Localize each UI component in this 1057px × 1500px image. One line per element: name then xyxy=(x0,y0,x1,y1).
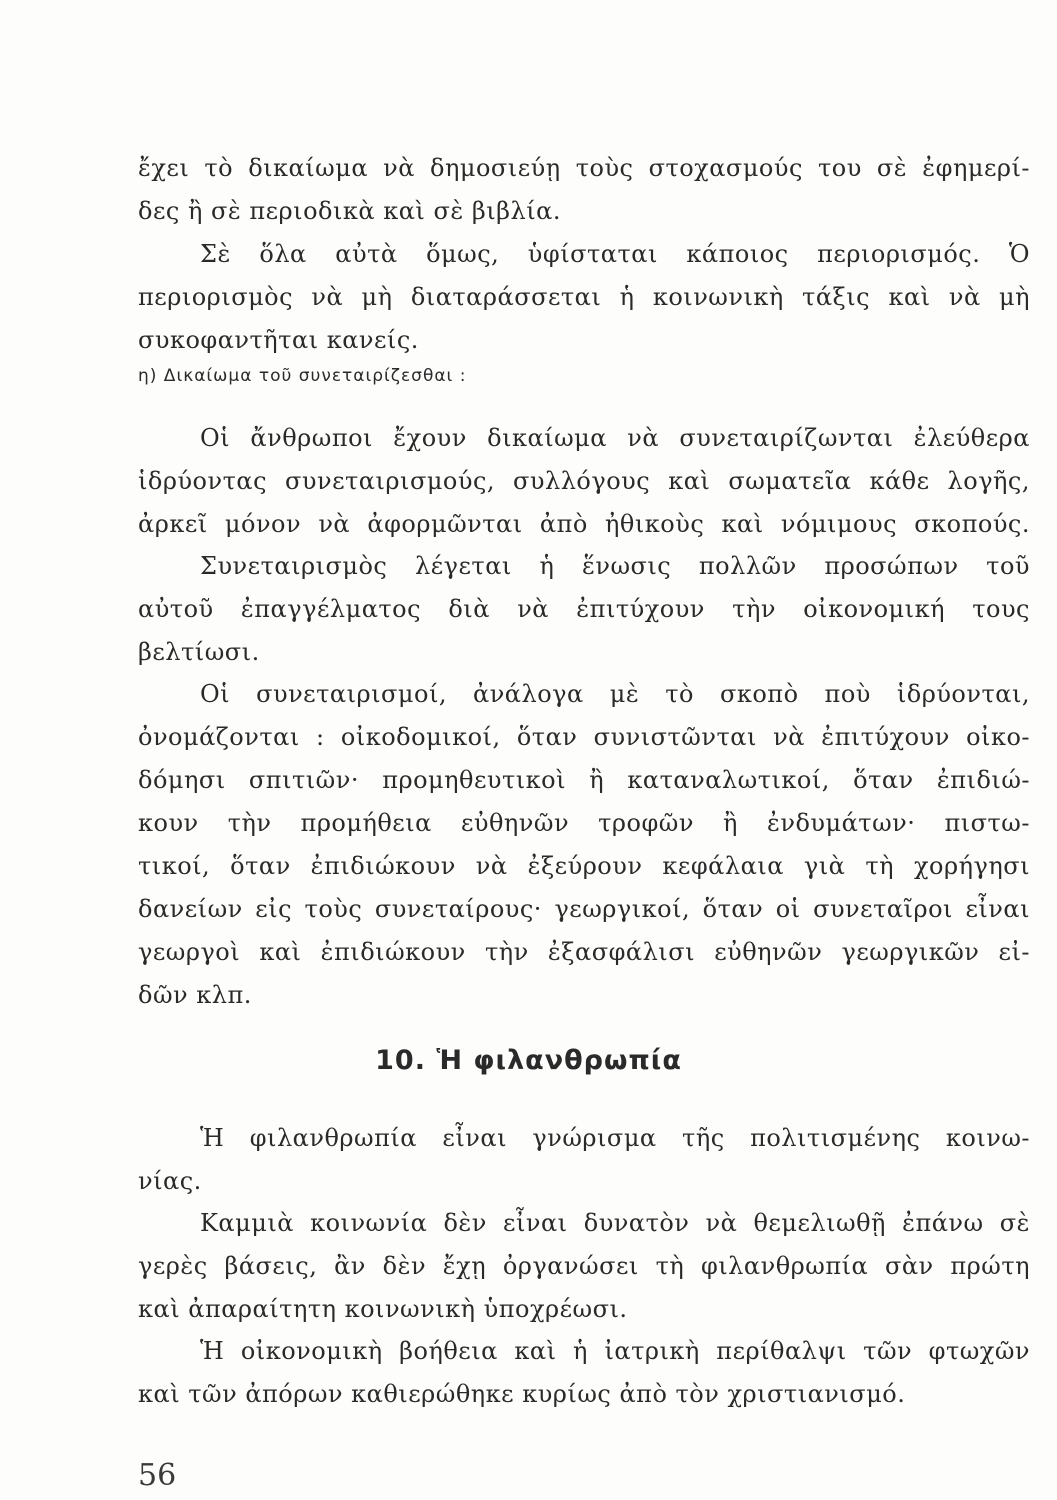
text-line: συκοφαντῆται κανείς. xyxy=(138,326,419,354)
text-line: ἱδρύοντας συνεταιρισμούς, συλλόγους καὶ σωματεῖα κάθε λογῆς, xyxy=(138,467,1030,495)
text-line: ἔχει τὸ δικαίωμα νὰ δημοσιεύῃ τοὺς στοχασμούς του σὲ ἐφημερί- xyxy=(138,154,1030,182)
text-line: καὶ τῶν ἀπόρων καθιερώθηκε κυρίως ἀπὸ τὸν χριστιανισμό. xyxy=(138,1380,906,1408)
text-line: δόμησι σπιτιῶν· προμηθευτικοὶ ἢ καταναλωτικοί, ὅταν ἐπιδιώ- xyxy=(138,766,1030,794)
text-line: γερὲς βάσεις, ἂν δὲν ἔχῃ ὀργανώσει τὴ φιλανθρωπία σὰν πρώτη xyxy=(138,1252,1030,1280)
text-line: γεωργοὶ καὶ ἐπιδιώκουν τὴν ἐξασφάλισι εὐθηνῶν γεωργικῶν εἰ- xyxy=(138,938,1030,966)
text-line: τικοί, ὅταν ἐπιδιώκουν νὰ ἐξεύρουν κεφάλαια γιὰ τὴ χορήγησι xyxy=(138,852,1030,880)
text-line: δῶν κλπ. xyxy=(138,981,252,1009)
text-line: Καμμιὰ κοινωνία δὲν εἶναι δυνατὸν νὰ θεμελιωθῇ ἐπάνω σὲ xyxy=(200,1209,1030,1237)
text-line: Ἡ φιλανθρωπία εἶναι γνώρισμα τῆς πολιτισμένης κοινω- xyxy=(200,1124,1030,1152)
text-line: δες ἢ σὲ περιοδικὰ καὶ σὲ βιβλία. xyxy=(138,197,561,225)
text-line: βελτίωσι. xyxy=(138,638,260,666)
text-line: κουν τὴν προμήθεια εὐθηνῶν τροφῶν ἢ ἐνδυμάτων· πιστω- xyxy=(138,809,1030,837)
text-line: νίας. xyxy=(138,1167,202,1195)
text-line: Οἱ συνεταιρισμοί, ἀνάλογα μὲ τὸ σκοπὸ ποὺ ἱδρύονται, xyxy=(200,680,1030,708)
section-subheading: η) Δικαίωμα τοῦ συνεταιρίζεσθαι : xyxy=(138,366,467,386)
text-line: καὶ ἀπαραίτητη κοινωνικὴ ὑποχρέωσι. xyxy=(138,1295,628,1323)
text-line: Οἱ ἄνθρωποι ἔχουν δικαίωμα νὰ συνεταιρίζωνται ἐλεύθερα xyxy=(200,424,1030,452)
chapter-title: 10. Ἡ φιλανθρωπία xyxy=(375,1045,682,1076)
text-line: ὀνομάζονται : οἰκοδομικοί, ὅταν συνιστῶνται νὰ ἐπιτύχουν οἰκο- xyxy=(138,723,1030,751)
text-line: Συνεταιρισμὸς λέγεται ἡ ἕνωσις πολλῶν προσώπων τοῦ xyxy=(200,552,1030,580)
text-line: ἀρκεῖ μόνον νὰ ἀφορμῶνται ἀπὸ ἠθικοὺς καὶ νόμιμους σκοπούς. xyxy=(138,510,1030,538)
text-line: Ἡ οἰκονομικὴ βοήθεια καὶ ἡ ἰατρικὴ περίθαλψι τῶν φτωχῶν xyxy=(200,1337,1030,1365)
page-number: 56 xyxy=(138,1458,177,1493)
text-line: δανείων εἰς τοὺς συνεταίρους· γεωργικοί, ὅταν οἱ συνεταῖροι εἶναι xyxy=(138,895,1030,923)
text-line: Σὲ ὅλα αὐτὰ ὅμως, ὑφίσταται κάποιος περιορισμός. Ὁ xyxy=(200,240,1030,268)
text-line: περιορισμὸς νὰ μὴ διαταράσσεται ἡ κοινωνικὴ τάξις καὶ νὰ μὴ xyxy=(138,283,1030,311)
text-line: αὐτοῦ ἐπαγγέλματος διὰ νὰ ἐπιτύχουν τὴν οἰκονομική τους xyxy=(138,595,1030,623)
